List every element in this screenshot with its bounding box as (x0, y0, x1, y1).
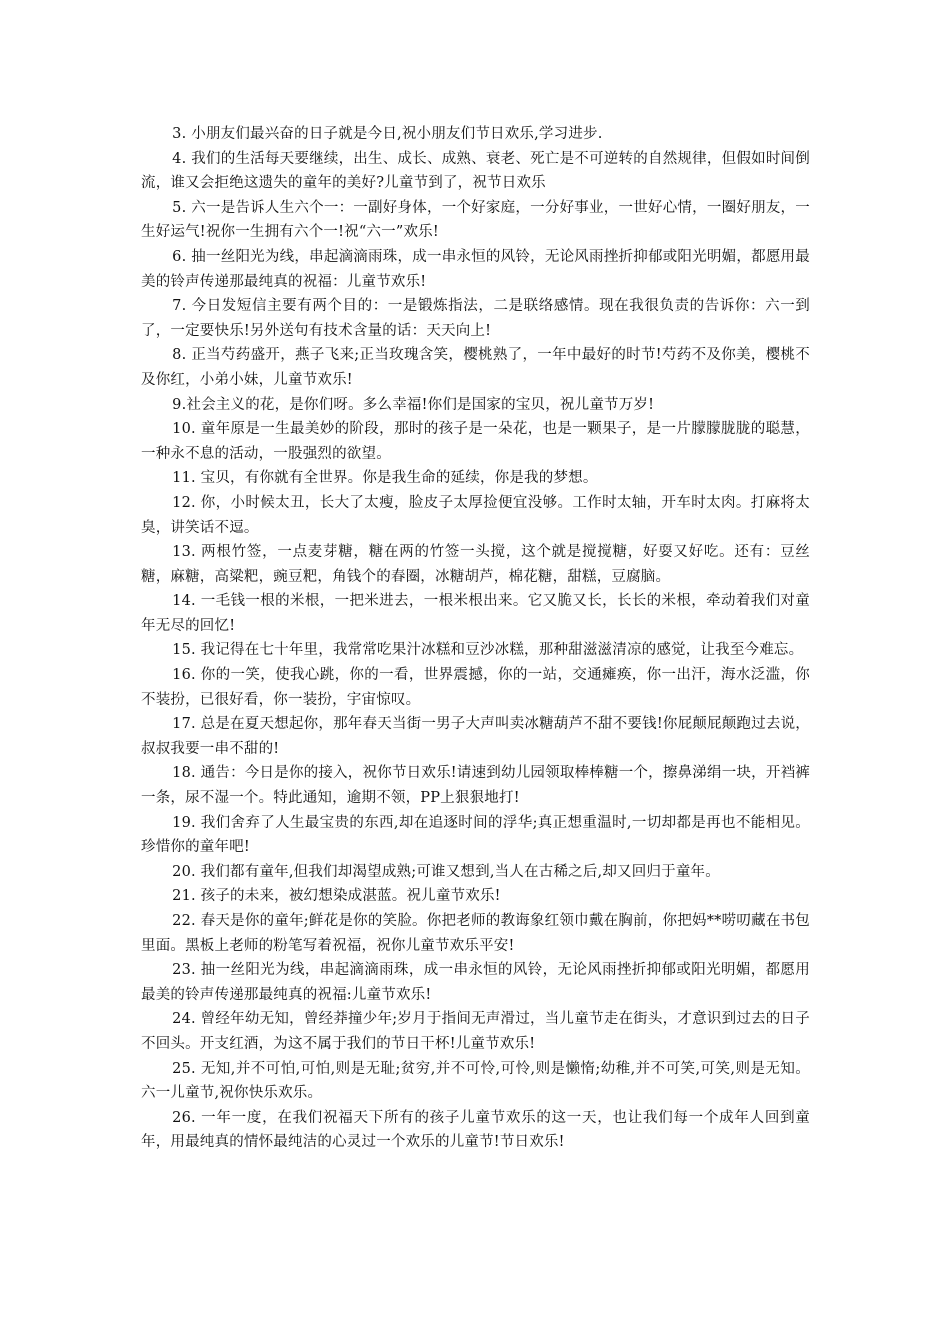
paragraph-4: 4. 我们的生活每天要继续，出生、成长、成熟、衰老、死亡是不可逆转的自然规律，但假如时间倒流，谁又会拒绝这遗失的童年的美好?儿童节到了，祝节日欢乐 (141, 150, 810, 192)
paragraph-25: 25. 无知,并不可怕,可怕,则是无耻;贫穷,并不可怜,可怜,则是懒惰;幼稚,并不可笑,可笑,则是无知。六一儿童节,祝你快乐欢乐。 (141, 1060, 810, 1102)
paragraph-15: 15. 我记得在七十年里，我常常吃果汁冰糕和豆沙冰糕，那种甜滋滋清凉的感觉，让我至今难忘。 (172, 642, 804, 659)
paragraph-12: 12. 你，小时候太丑，长大了太瘦，脸皮子太厚捡便宜没够。工作时太轴，开车时太肉。打麻将太臭，讲笑话不逗。 (141, 494, 810, 536)
paragraph-5: 5. 六一是告诉人生六个一：一副好身体，一个好家庭，一分好事业，一世好心情，一圈好朋友，一生好运气!祝你一生拥有六个一!祝“六一”欢乐! (141, 199, 810, 241)
paragraph-17: 17. 总是在夏天想起你，那年春天当街一男子大声叫卖冰糖葫芦不甜不要钱!你屁颠屁颠跑过去说，叔叔我要一串不甜的! (141, 716, 810, 757)
paragraph-24: 24. 曾经年幼无知，曾经莽撞少年;岁月于指间无声滑过，当儿童节走在街头，才意识到过去的日子不回头。开支红酒，为这不属于我们的节日干杯!儿童节欢乐! (141, 1011, 810, 1052)
paragraph-22: 22. 春天是你的童年;鲜花是你的笑脸。你把老师的教诲象红领巾戴在胸前，你把妈**唠叨藏在书包里面。黑板上老师的粉笔写着祝福，祝你儿童节欢乐平安! (141, 913, 810, 954)
paragraph-23: 23. 抽一丝阳光为线，串起滴滴雨珠，成一串永恒的风铃，无论风雨挫折抑郁或阳光明媚，都愿用最美的铃声传递那最纯真的祝福:儿童节欢乐! (141, 962, 810, 1003)
paragraph-6: 6. 抽一丝阳光为线，串起滴滴雨珠，成一串永恒的风铃，无论风雨挫折抑郁或阳光明媚，都愿用最美的铃声传递那最纯真的祝福：儿童节欢乐! (141, 248, 810, 290)
paragraph-10: 10. 童年原是一生最美妙的阶段，那时的孩子是一朵花，也是一颗果子，是一片朦朦胧胧的聪慧，一种永不息的活动，一股强烈的欲望。 (141, 421, 810, 462)
paragraph-8: 8. 正当芍药盛开，燕子飞来;正当玫瑰含笑，樱桃熟了，一年中最好的时节!芍药不及你美，樱桃不及你红，小弟小妹，儿童节欢乐! (141, 347, 810, 388)
paragraph-14: 14. 一毛钱一根的米根，一把米进去，一根米根出来。它又脆又长，长长的米根，牵动着我们对童年无尽的回忆! (141, 593, 810, 634)
paragraph-7: 7. 今日发短信主要有两个目的：一是锻炼指法，二是联络感情。现在我很负责的告诉你：六一到了，一定要快乐!另外送句有技术含量的话：天天向上! (141, 298, 810, 339)
paragraph-18: 18. 通告：今日是你的接入，祝你节日欢乐!请速到幼儿园领取棒棒糖一个，擦鼻涕绢一块，开裆裤一条，尿不湿一个。特此通知，逾期不领，PP上狠狠地打! (141, 765, 810, 807)
paragraph-13: 13. 两根竹签，一点麦芽糖，糖在两的竹签一头搅，这个就是搅搅糖，好耍又好吃。还有：豆丝糖，麻糖，高粱粑，豌豆粑，角钱个的春圈，冰糖胡芦，棉花糖，甜糕，豆腐脑。 (141, 544, 810, 585)
paragraph-3: 3. 小朋友们最兴奋的日子就是今日,祝小朋友们节日欢乐,学习进步. (172, 126, 603, 142)
paragraph-9: 9.社会主义的花，是你们呀。多么幸福!你们是国家的宝贝，祝儿童节万岁! (172, 396, 655, 413)
paragraph-26: 26. 一年一度，在我们祝福天下所有的孩子儿童节欢乐的这一天，也让我们每一个成年人回到童年，用最纯真的情怀最纯洁的心灵过一个欢乐的儿童节!节日欢乐! (141, 1109, 810, 1151)
paragraph-11: 11. 宝贝，有你就有全世界。你是我生命的延续，你是我的梦想。 (172, 470, 598, 487)
document-body (141, 122, 810, 1155)
paragraph-19: 19. 我们舍弃了人生最宝贵的东西,却在追逐时间的浮华;真正想重温时,一切却都是再也不能相见。珍惜你的童年吧! (141, 814, 810, 856)
paragraph-20: 20. 我们都有童年,但我们却渴望成熟;可谁又想到,当人在古稀之后,却又回归于童年。 (172, 863, 720, 880)
paragraph-21: 21. 孩子的未来，被幻想染成湛蓝。祝儿童节欢乐! (172, 888, 501, 905)
paragraph-16: 16. 你的一笑，使我心跳，你的一看，世界震撼，你的一站，交通瘫痪，你一出汗，海水泛滥，你不装扮，已很好看，你一装扮，宇宙惊叹。 (141, 667, 810, 708)
